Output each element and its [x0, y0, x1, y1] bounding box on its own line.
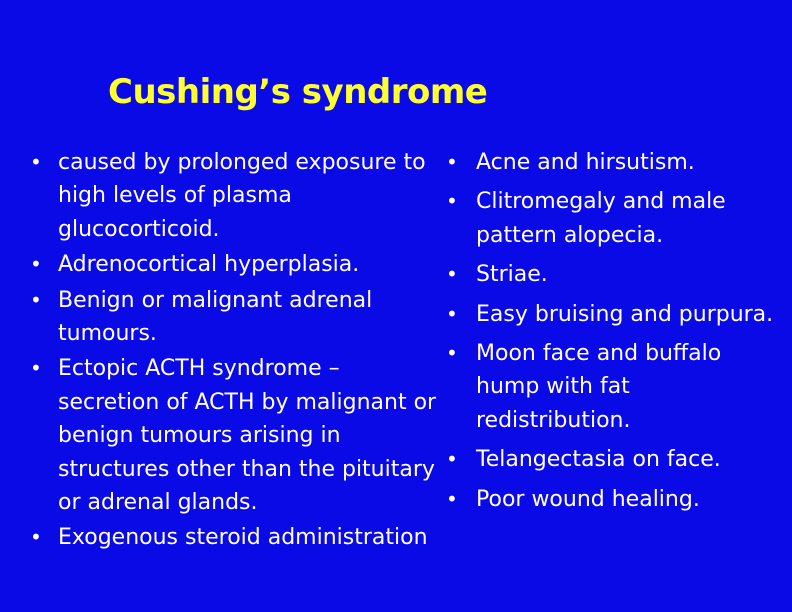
list-item [444, 443, 790, 476]
bullet-icon: • [30, 252, 42, 277]
bullet-text: Clitromegaly and male pattern alopecia. [476, 189, 726, 248]
bullet-text: Poor wound healing. [476, 486, 700, 512]
left-bullet-list [28, 146, 440, 557]
bullet-text: Easy bruising and purpura. [476, 301, 774, 327]
bullet-icon: • [446, 486, 458, 511]
list-item [444, 337, 790, 437]
bullet-text: caused by prolonged exposure to high levels of plasma glucocorticoid. [58, 150, 426, 242]
bullet-icon: • [446, 341, 458, 366]
list-item [444, 146, 790, 179]
bullet-text: Striae. [476, 262, 548, 288]
slide-title: Cushing’s syndrome [108, 72, 488, 112]
list-item [28, 146, 440, 246]
bullet-icon: • [30, 525, 42, 550]
list-item [28, 248, 440, 281]
list-item [28, 521, 440, 554]
list-item [444, 298, 790, 331]
bullet-icon: • [446, 262, 458, 287]
bullet-icon: • [446, 150, 458, 174]
bullet-text: Acne and hirsutism. [476, 150, 695, 175]
bullet-text: Ectopic ACTH syndrome – secretion of ACTH by malignant or benign tumours arising in structures other than the pituitary or adrenal glands. [58, 356, 437, 516]
bullet-text: Benign or malignant adrenal tumours. [58, 287, 373, 347]
list-item [444, 483, 790, 516]
bullet-icon: • [446, 447, 458, 472]
bullet-icon: • [446, 301, 458, 326]
list-item [28, 284, 440, 351]
bullet-text: Adrenocortical hyperplasia. [58, 252, 360, 278]
bullet-text: Exogenous steroid administration [58, 525, 428, 551]
list-item [28, 352, 440, 519]
list-item [444, 185, 790, 252]
bullet-icon: • [30, 356, 42, 381]
list-item [444, 258, 790, 291]
bullet-text: Telangectasia on face. [476, 447, 721, 473]
bullet-icon: • [446, 189, 458, 214]
bullet-text: Moon face and buffalo hump with fat redistribution. [476, 341, 722, 433]
bullet-icon: • [30, 150, 42, 174]
right-bullet-list [444, 146, 790, 522]
bullet-icon: • [30, 287, 42, 312]
